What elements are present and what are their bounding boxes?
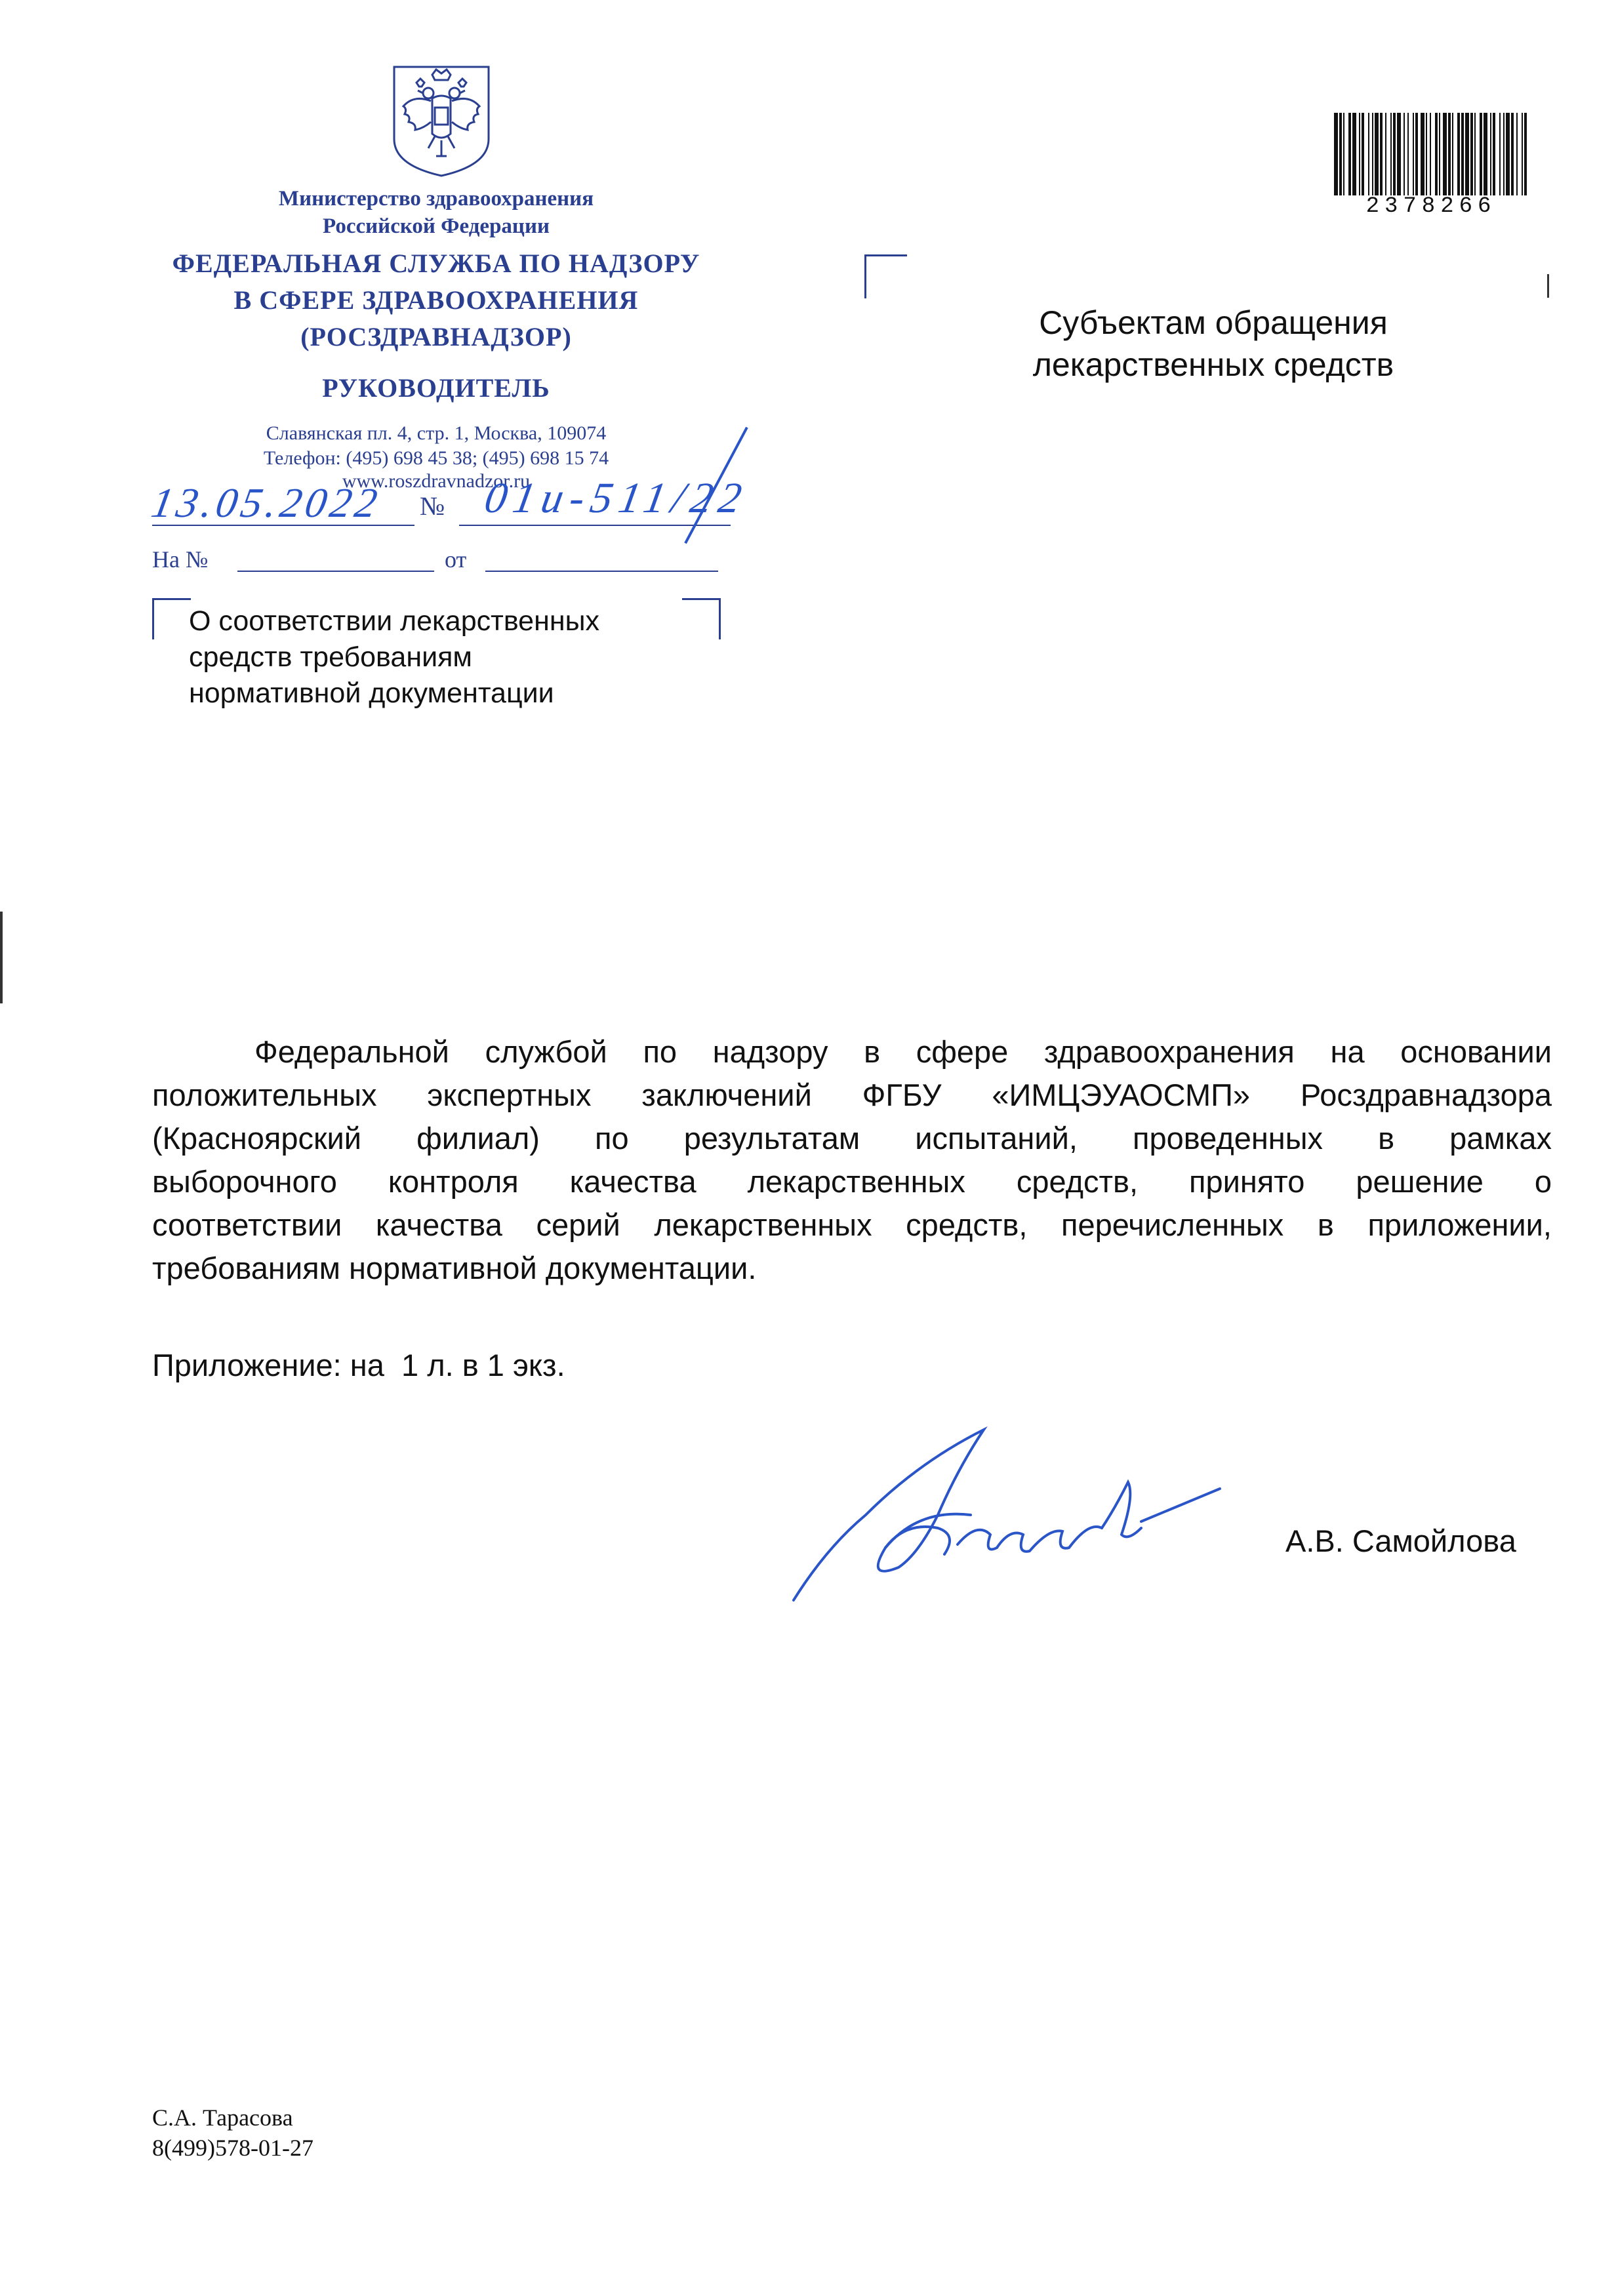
ref-label-ot: от [445, 546, 467, 573]
addressee-line-1: Субъектам обращения [1039, 304, 1388, 341]
barcode-bar [1470, 113, 1473, 195]
addressee-corner [864, 254, 907, 298]
barcode-bar [1404, 113, 1405, 195]
barcode-bar [1461, 113, 1464, 195]
head-title: РУКОВОДИТЕЛЬ [322, 373, 550, 403]
number-handwritten: 01и-511/22 [481, 474, 752, 522]
barcode-bar [1359, 113, 1360, 195]
barcode-bar [1362, 113, 1364, 195]
ministry-line-2: Российской Федерации [323, 214, 550, 238]
attachment-line: Приложение: на 1 л. в 1 экз. [152, 1348, 565, 1382]
barcode-bar [1397, 113, 1401, 195]
agency-line-2: В СФЕРЕ ЗДРАВООХРАНЕНИЯ [233, 285, 639, 315]
subject-line-1: О соответствии лекарственных [189, 605, 599, 637]
barcode-bar [1407, 113, 1409, 195]
body-line-2: положительных экспертных заключений ФГБУ «ИМЦЭУАОСМП» Росздравнадзора [152, 1078, 1552, 1112]
subject-line-2: средств требованиям [189, 641, 472, 673]
agency-line-3: (РОСЗДРАВНАДЗОР) [300, 322, 572, 352]
barcode-bar [1465, 113, 1469, 195]
body-line-4: выборочного контроля качества лекарственных средств, принято решение о [152, 1164, 1552, 1199]
barcode-bar [1503, 113, 1505, 195]
body-paragraph [152, 1030, 1552, 1290]
barcode-bar [1430, 113, 1431, 195]
barcode-bar [1511, 113, 1514, 195]
number-sign: № [420, 491, 445, 521]
barcode-bar [1426, 113, 1427, 195]
barcode-bar [1499, 113, 1501, 195]
letterhead [134, 185, 738, 492]
subject-corner-left [152, 598, 191, 639]
barcode-bar [1393, 113, 1396, 195]
barcode-bar [1415, 113, 1418, 195]
barcode [1333, 113, 1529, 195]
barcode-bar [1413, 113, 1414, 195]
subject-line-3: нормативной документации [189, 677, 554, 709]
barcode-bar [1506, 113, 1510, 195]
executor-phone: 8(499)578-01-27 [152, 2135, 313, 2161]
barcode-bar [1372, 113, 1373, 195]
signatory-name: А.В. Самойлова [1285, 1523, 1516, 1558]
number-underline [459, 525, 731, 526]
barcode-bar [1493, 113, 1495, 195]
subject-corner-right [682, 598, 721, 639]
barcode-bar [1334, 113, 1338, 195]
barcode-bar [1474, 113, 1476, 195]
barcode-bar [1448, 113, 1451, 195]
executor-name: С.А. Тарасова [152, 2105, 293, 2131]
barcode-bar [1480, 113, 1482, 195]
barcode-bar [1524, 113, 1527, 195]
barcode-bar [1421, 113, 1424, 195]
barcode-bar [1352, 113, 1356, 195]
ref-number-line [237, 571, 434, 572]
ref-date-line [485, 571, 718, 572]
barcode-bar [1343, 113, 1344, 195]
barcode-bars [1333, 113, 1529, 195]
handwritten-signature [787, 1417, 1233, 1607]
barcode-bar [1452, 113, 1453, 195]
barcode-bar [1484, 113, 1487, 195]
barcode-bar [1457, 113, 1460, 195]
scan-edge-mark [0, 912, 3, 1003]
barcode-bar [1439, 113, 1440, 195]
barcode-bar [1435, 113, 1438, 195]
addressee-line-2: лекарственных средств [1032, 346, 1394, 383]
date-handwritten: 13.05.2022 [148, 479, 385, 526]
barcode-number: 2378266 [1365, 194, 1497, 219]
address: Славянская пл. 4, стр. 1, Москва, 109074 [266, 422, 607, 444]
barcode-bar [1385, 113, 1386, 195]
right-scan-mark [1547, 274, 1549, 298]
phone: Телефон: (495) 698 45 38; (495) 698 15 74 [263, 447, 609, 469]
agency-line-1: ФЕДЕРАЛЬНАЯ СЛУЖБА ПО НАДЗОРУ [172, 249, 700, 278]
body-line-5: соответствии качества серий лекарственных средств, перечисленных в приложении, [152, 1207, 1552, 1242]
executor-block [152, 2103, 313, 2163]
addressee [1003, 302, 1423, 386]
barcode-bar [1348, 113, 1351, 195]
body-line-3: (Красноярский филиал) по результатам испытаний, проведенных в рамках [152, 1121, 1552, 1156]
barcode-bar [1490, 113, 1491, 195]
ministry-line-1: Министерство здравоохранения [278, 187, 594, 211]
barcode-bar [1375, 113, 1379, 195]
barcode-bar [1443, 113, 1447, 195]
body-line-1: Федеральной службой по надзору в сфере здравоохранения на основании [254, 1034, 1552, 1069]
subject [189, 603, 674, 712]
barcode-bar [1390, 113, 1392, 195]
barcode-bar [1339, 113, 1342, 195]
ref-label-na: На № [152, 546, 209, 573]
barcode-bar [1380, 113, 1383, 195]
barcode-bar [1516, 113, 1518, 195]
barcode-bar [1522, 113, 1523, 195]
barcode-bar [1368, 113, 1369, 195]
website: www.roszdravnadzor.ru [342, 470, 531, 492]
body-line-6: требованиям нормативной документации. [152, 1251, 757, 1285]
emblem-icon [385, 60, 498, 180]
